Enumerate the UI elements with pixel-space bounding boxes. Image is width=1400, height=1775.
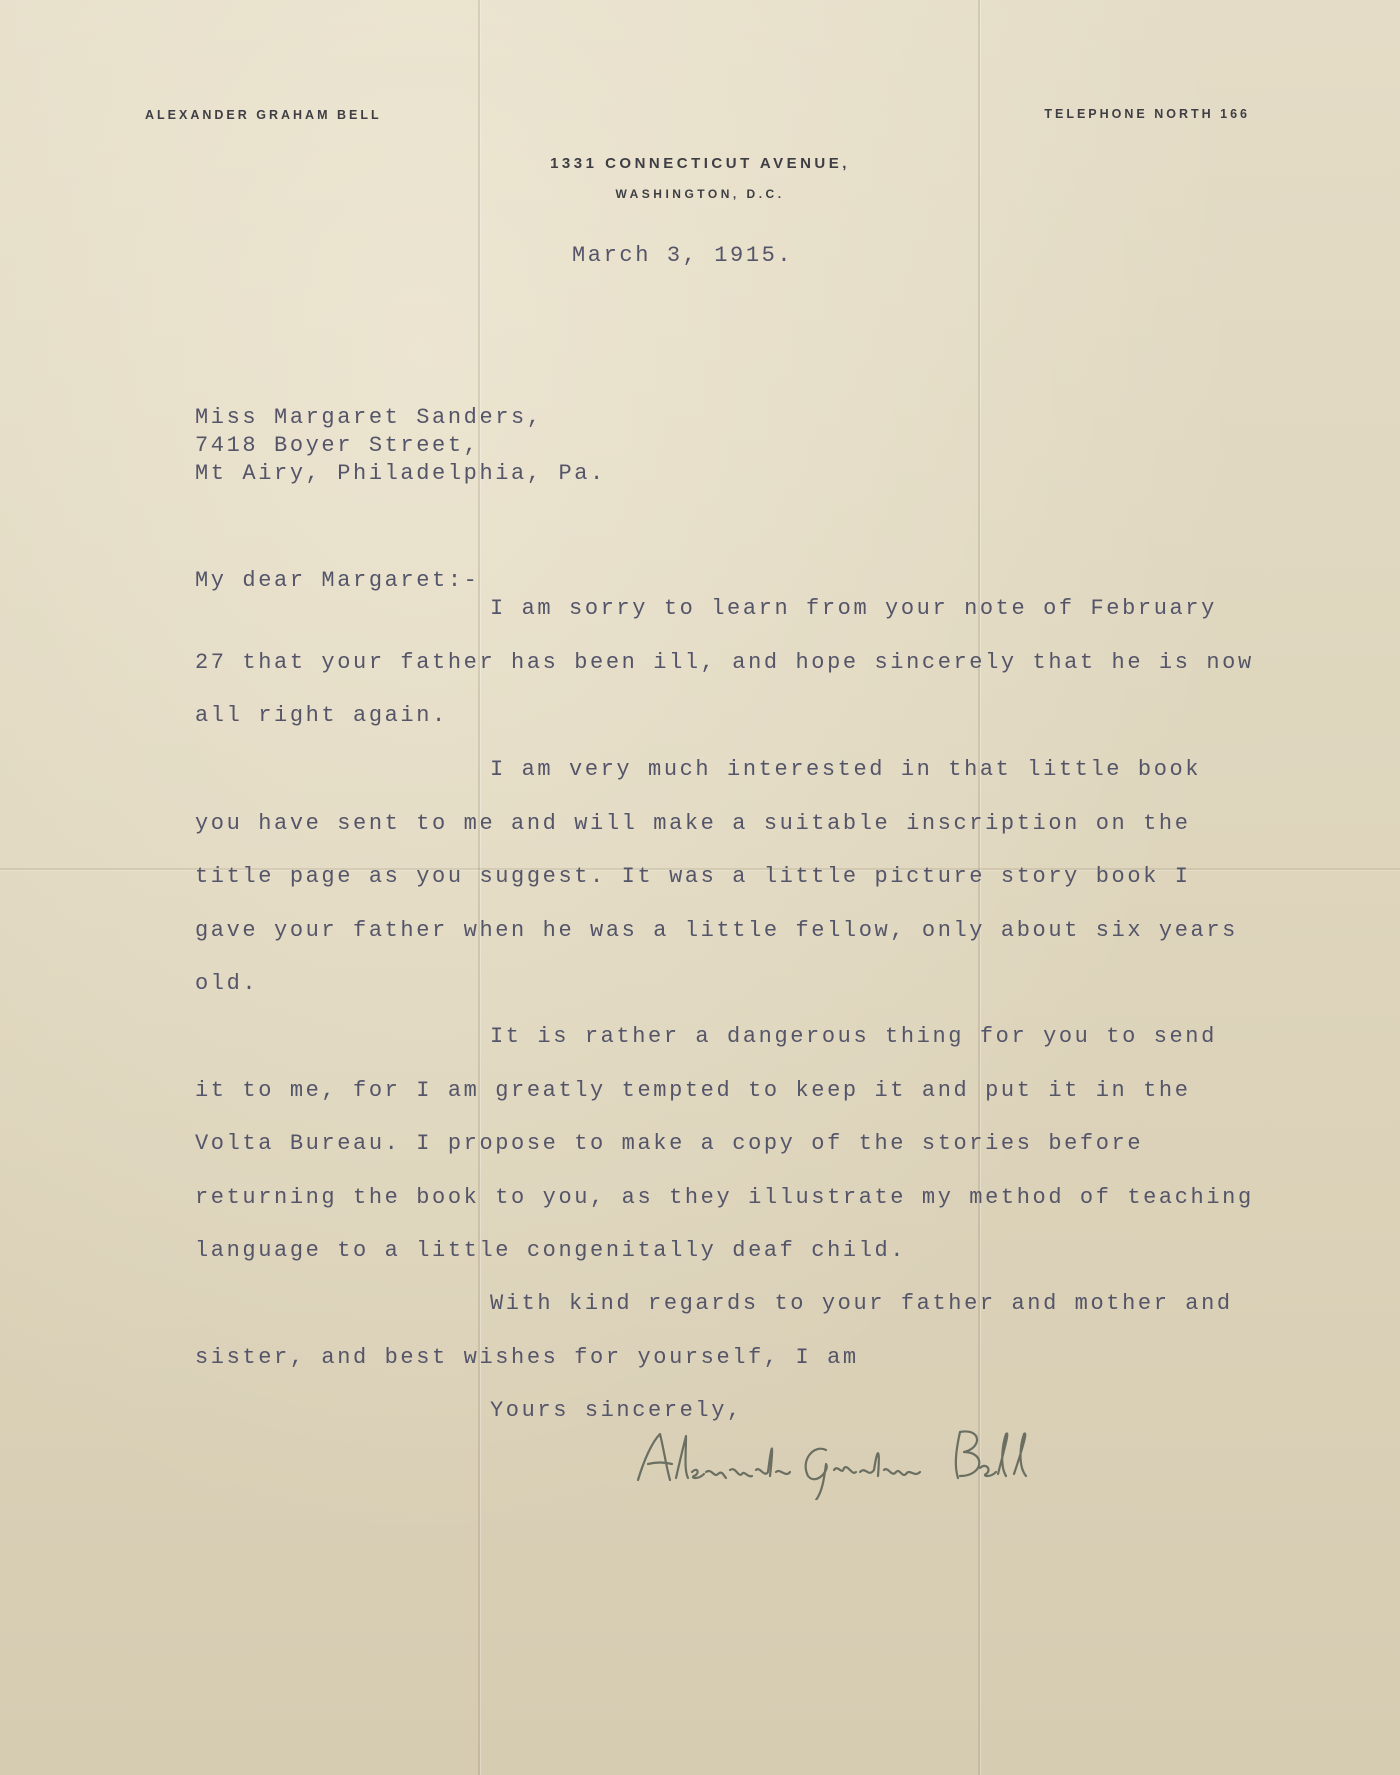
paragraph-text: I am very much interested in that little book you have sent to me and will make a suitable inscription on the title page as you suggest. It was a little picture story book I gave your father when he was a little fellow, only about six years old. (195, 757, 1238, 996)
letter-date: March 3, 1915. (572, 243, 794, 268)
closing: Yours sincerely, (490, 1398, 743, 1423)
letterhead-address: 1331 CONNECTICUT AVENUE, (550, 155, 850, 172)
body-paragraph (195, 1277, 1255, 1384)
paragraph-text: I am sorry to learn from your note of February 27 that your father has been ill, and hope sincerely that he is now all right again. (195, 596, 1254, 728)
body-paragraph (195, 1010, 1255, 1278)
handwritten-signature (630, 1420, 1050, 1500)
letterhead-city: WASHINGTON, D.C. (615, 187, 785, 201)
paragraph-text: With kind regards to your father and mother and sister, and best wishes for yourself, I am (195, 1291, 1233, 1370)
letterhead-name: ALEXANDER GRAHAM BELL (145, 108, 382, 122)
salutation: My dear Margaret:- (195, 568, 480, 593)
body-paragraph (195, 743, 1255, 1011)
body-paragraph (195, 582, 1255, 743)
recipient-line: Miss Margaret Sanders, (195, 405, 543, 430)
letterhead-telephone: TELEPHONE NORTH 166 (1044, 107, 1250, 121)
paragraph-text: It is rather a dangerous thing for you to send it to me, for I am greatly tempted to keep it and put it in the Volta Bureau. I propose to make a copy of the stories before returning the book to you, as they illustrate my method of teaching language to a little congenitally deaf child. (195, 1024, 1254, 1263)
recipient-line: Mt Airy, Philadelphia, Pa. (195, 461, 606, 486)
recipient-line: 7418 Boyer Street, (195, 433, 480, 458)
